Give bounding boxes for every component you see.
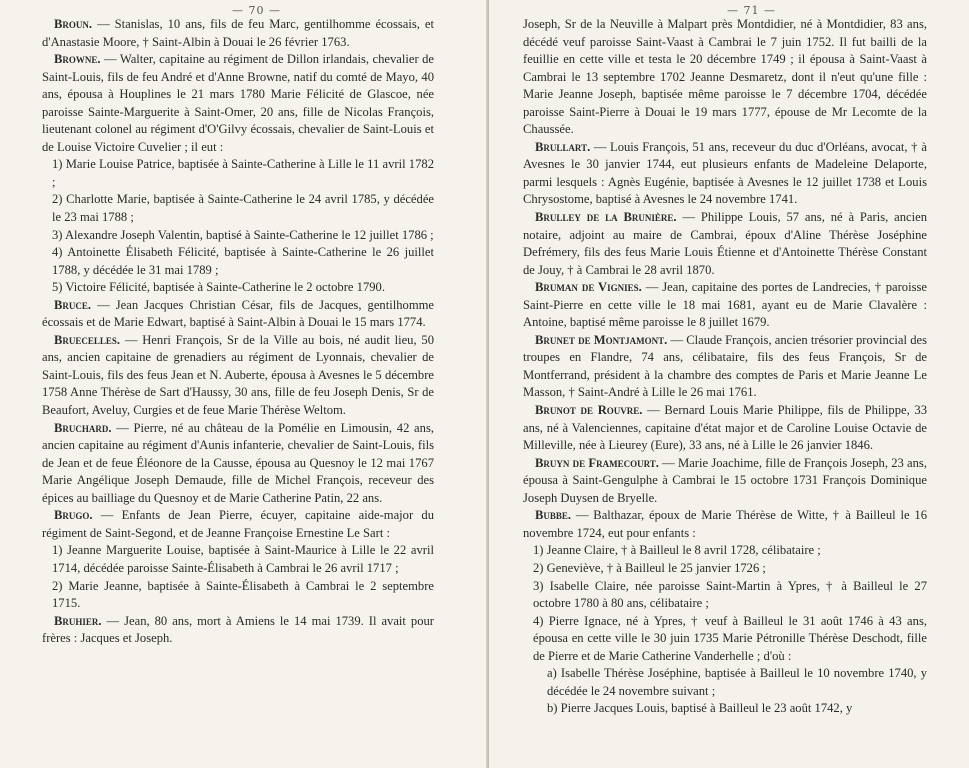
entry — [42, 613, 434, 648]
entry-surname: Broun. — [54, 17, 93, 31]
right-page — [489, 0, 969, 768]
entry-surname: Bruecelles. — [54, 332, 121, 347]
entry-text: — Jean, capitaine des portes de Landrecies, † paroisse Saint-Pierre en cette ville le 18 mai 1681, ayant eu de Marie Clavalère : Antoine, baptisé même paroisse le 8 juillet 1679. — [523, 280, 927, 330]
entry-surname: Bruman de Vignies. — [535, 280, 642, 295]
entry — [523, 507, 927, 542]
entry — [523, 209, 927, 279]
entry-text: — Enfants de Jean Pierre, écuyer, capitaine aide-major du régiment de Saint-Segond, et de Jeanne Françoise Ernestine Le Sart : — [42, 508, 434, 540]
list-item: 3) Isabelle Claire, née paroisse Saint-Martin à Ypres, † à Bailleul le 27 octobre 1780 à 80 ans, célibataire ; — [533, 578, 927, 611]
entry-surname: Browne. — [54, 52, 101, 67]
entry — [42, 420, 434, 508]
entry — [42, 297, 434, 332]
list-item: 1) Jeanne Marguerite Louise, baptisée à Saint-Maurice à Lille le 22 avril 1714, décédée paroisse Sainte-Élisabeth à Cambrai le 26 avril 1717 ; — [52, 543, 434, 575]
entry-surname: Bruhier. — [54, 613, 102, 628]
entry-surname: Brugo. — [54, 508, 93, 523]
list-item: 1) Marie Louise Patrice, baptisée à Sainte-Catherine à Lille le 11 avril 1782 ; — [52, 157, 434, 189]
list-item: 4) Pierre Ignace, né à Ypres, † veuf à Bailleul le 31 août 1746 à 43 ans, épousa en cette ville le 30 juin 1735 Marie Pétronille Thérèse Deschodt, fille de Pierre et de Marie Catherine Vanderhelle ; d'où : — [533, 613, 927, 663]
left-page-text — [42, 16, 434, 648]
list-item: 2) Charlotte Marie, baptisée à Sainte-Catherine le 24 avril 1785, y décédée le 23 mai 1788 ; — [52, 192, 434, 225]
entry-surname: Bruce. — [54, 297, 92, 312]
entry — [523, 402, 927, 455]
entry — [42, 16, 434, 51]
list-item: 1) Jeanne Claire, † à Bailleul le 8 avril 1728, célibataire ; — [533, 543, 821, 558]
entry-text: — Jean Jacques Christian César, fils de Jacques, gentilhomme écossais et de Marie Edwart, baptisé à Saint-Albin à Douai le 15 mars 1774. — [42, 297, 434, 330]
right-page-text — [523, 16, 927, 718]
entry-text: — Pierre, né au château de la Pomélie en Limousin, 42 ans, ancien capitaine au régiment d'Aunis infanterie, chevalier de Saint-Louis, fils de Jean et de feue Éléonore de la Causse, épousa au Quesnoy le 12 mai 1767 Marie Angélique Joseph Demaude, fille de Michel François, receveur des épices au bailliage du Quesnoy et de Marie Catherine Patin, 22 ans. — [42, 420, 434, 505]
entry-text: — Marie Joachime, fille de François Joseph, 23 ans, épousa à Saint-Gengulphe à Cambrai le 15 octobre 1731 François Dominique Joseph Duysen de Bryelle. — [523, 455, 927, 505]
entry-surname: Bruyn de Framecourt. — [535, 455, 659, 470]
entry — [42, 507, 434, 542]
list-item: 2) Marie Jeanne, baptisée à Sainte-Élisabeth à Cambrai le 2 septembre 1715. — [52, 578, 434, 611]
entry-text: — Louis François, 51 ans, receveur du duc d'Orléans, avocat, † à Avesnes le 30 janvier 1744, eut plusieurs enfants de Madeleine Delaporte, parmi lesquels : Agnès Eugénie, baptisée à Avesnes le 12 juillet 1738 et Louis Chrysostome, baptisé à Avesnes le 24 novembre 1741. — [523, 139, 927, 207]
sub-list-item: b) Pierre Jacques Louis, baptisé à Bailleul le 23 août 1742, y — [547, 701, 853, 716]
entry — [42, 51, 434, 156]
entry — [523, 455, 927, 508]
entry-text: — Walter, capitaine au régiment de Dillon irlandais, chevalier de Saint-Louis, fils de feu André et d'Anne Browne, natif du comté de Mayo, 40 ans, épousa à Houplines le 21 mars 1780 Marie Félicité de Glascoe, née paroisse Sainte-Marguerite à Saint-Omer, 20 ans, fille de Nicolas François, lieutenant colonel au régiment d'O'Gilvy écossais, chevalier de Saint-Louis et de Louise Victoire Cuvelier ; il eut : — [42, 52, 434, 154]
entry — [523, 279, 927, 332]
list-item: 4) Antoinette Élisabeth Félicité, baptisée à Sainte-Catherine le 26 juillet 1788, y décédée le 31 mai 1789 ; — [52, 245, 434, 277]
entry — [523, 139, 927, 209]
entry-text: — Jean, 80 ans, mort à Amiens le 14 mai 1739. Il avait pour frères : Jacques et Joseph. — [42, 613, 434, 646]
entry-surname: Bubbe. — [535, 508, 572, 523]
entry-text: — Claude François, ancien trésorier provincial des troupes en Flandre, 74 ans, célibataire, fils des feus François, Sr de Montferrand, président à la chambre des comptes de Paris et Marie Jeanne Le Masson, † Saint-André à Lille le 26 mai 1761. — [523, 332, 927, 400]
entry-surname: Brunet de Montjamont. — [535, 332, 668, 347]
list-item: 5) Victoire Félicité, baptisée à Sainte-Catherine le 2 octobre 1790. — [52, 280, 385, 295]
entry-text: — Henri François, Sr de la Ville au bois, né audit lieu, 50 ans, ancien capitaine de grenadiers au régiment de Lyonnais, chevalier de Saint-Louis, fils des feus Jean et N. Auberte, épousa à Avesnes le 5 décembre 1758 Anne Thérèse de Sart d'Haussy, 30 ans, fille de feu Joseph Denis, Sr de Beaufort, Aveluy, Curgies et de feue Marie Thérèse Weltom. — [42, 332, 434, 418]
entry-surname: Bruchard. — [54, 420, 112, 435]
entry-surname: Brulley de la Brunière. — [535, 210, 677, 225]
entry-text: — Philippe Louis, 57 ans, né à Paris, ancien notaire, adjoint au maire de Cambrai, époux d'Aline Thérèse Joséphine Defrémery, fils des feus Marie Louis Étienne et d'Antoinette Thérèse Constant de Jouy, † à Cambrai le 28 avril 1870. — [523, 210, 927, 277]
entry-surname: Brunot de Rouvre. — [535, 403, 643, 418]
entry — [523, 332, 927, 402]
continued-paragraph: Joseph, Sr de la Neuville à Malpart près Montdidier, né à Montdidier, 83 ans, décédé veuf paroisse Saint-Vaast à Cambrai le 7 juin 1752. Il fut bailli de la feuillie en cette ville et testa le 20 décembre 1749 ; il épousa à Saint-Vaast à Cambrai le 13 septembre 1702 Jeanne Desmaretz, dont il n'eut qu'une fille : Marie Jeanne Joseph, baptisée même paroisse le 7 décembre 1704, décédée paroisse Saint-Pierre à Douai le 19 mars 1777, épouse de Mr Lecomte de la Chaussée. — [523, 17, 927, 137]
entry-text: — Bernard Louis Marie Philippe, fils de Philippe, 33 ans, né à Valenciennes, capitaine d'état major et de Caroline Louise Octavie de Milleville, née à Lieurey (Eure), 33 ans, né à Lille le 26 janvier 1846. — [523, 403, 927, 453]
entry-text: — Stanislas, 10 ans, fils de feu Marc, gentilhomme écossais, et d'Anastasie Moore, † Saint-Albin à Douai le 26 février 1763. — [42, 17, 434, 49]
page-number-left: — 70 — — [232, 4, 281, 17]
entry — [42, 332, 434, 420]
list-item: 3) Alexandre Joseph Valentin, baptisé à Sainte-Catherine le 12 juillet 1786 ; — [52, 227, 434, 242]
page-number-right: — 71 — — [727, 4, 776, 17]
entry-text: — Balthazar, époux de Marie Thérèse de Witte, † à Bailleul le 16 novembre 1724, eut pour enfants : — [523, 508, 927, 540]
sub-list-item: a) Isabelle Thérèse Joséphine, baptisée à Bailleul le 10 novembre 1740, y décédée le 24 novembre suivant ; — [547, 666, 927, 698]
entry-surname: Brullart. — [535, 139, 591, 154]
list-item: 2) Geneviève, † à Bailleul le 25 janvier 1726 ; — [533, 560, 766, 575]
